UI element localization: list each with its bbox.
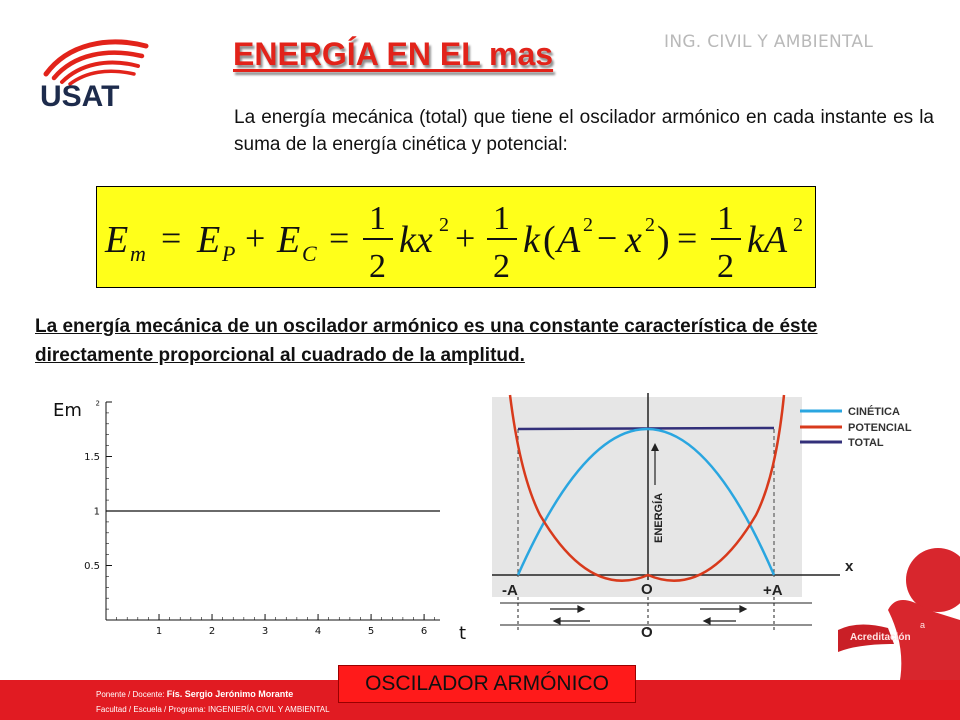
legend-kinetic: CINÉTICA — [848, 406, 900, 418]
mascot-text-a: a — [920, 620, 926, 630]
energy-axis-label: ENERGÍA — [653, 492, 665, 543]
svg-text:2: 2 — [369, 248, 386, 285]
svg-text:E: E — [105, 219, 129, 261]
svg-text:2: 2 — [793, 214, 803, 236]
position-axis-label: x — [845, 558, 854, 575]
svg-text:(: ( — [543, 219, 556, 261]
svg-text:2: 2 — [583, 214, 593, 236]
department-label: ING. CIVIL Y AMBIENTAL — [664, 32, 874, 52]
logo-text: USAT — [40, 80, 120, 113]
x-tick-label: 1 — [155, 626, 163, 637]
tick-minus-a: -A — [502, 582, 518, 599]
svg-text:k: k — [523, 219, 540, 261]
svg-text:E: E — [197, 219, 221, 261]
svg-text:x: x — [625, 219, 642, 261]
svg-text:2: 2 — [717, 248, 734, 285]
svg-text:A: A — [557, 219, 581, 261]
y-tick-label: 1 — [93, 506, 100, 518]
svg-text:=: = — [677, 218, 698, 258]
svg-text:m: m — [130, 241, 146, 266]
svg-text:−: − — [597, 218, 618, 258]
tick-origin: O — [641, 581, 653, 598]
oscillator-label: OSCILADOR ARMÓNICO — [338, 665, 636, 703]
y-tick-label: 0.5 — [84, 561, 100, 572]
svg-text:kx: kx — [399, 219, 433, 261]
x-tick-label: 4 — [314, 626, 322, 637]
page-title: ENERGÍA EN EL mas — [233, 36, 554, 72]
presenter-label: Ponente / Docente: — [96, 690, 165, 699]
svg-text:C: C — [302, 241, 317, 266]
x-tick-label: 6 — [420, 626, 428, 637]
legend-potential: POTENCIAL — [848, 422, 912, 434]
svg-text:1: 1 — [717, 200, 734, 237]
key-statement: La energía mecánica de un oscilador armónico es una constante característica de éste directamente proporcional al cuadrado de la amplitud. — [35, 316, 818, 366]
mascot-text-acreditacion: Acreditación — [850, 632, 911, 643]
usat-logo — [38, 34, 158, 114]
svg-text:=: = — [161, 218, 182, 258]
x-tick-label: 2 — [208, 626, 216, 637]
x-axis-label: t — [459, 623, 467, 644]
faculty-line: Facultad / Escuela / Programa: INGENIERÍA CIVIL Y AMBIENTAL — [96, 705, 330, 714]
energy-time-chart — [48, 390, 478, 650]
svg-text:+: + — [245, 218, 266, 258]
tick-plus-a: +A — [763, 582, 783, 599]
y-tick-label: 2 — [95, 399, 100, 408]
x-tick-label: 5 — [367, 626, 375, 637]
svg-text:E: E — [277, 219, 301, 261]
mascot-illustration — [828, 540, 960, 690]
x-tick-label: 3 — [261, 626, 269, 637]
svg-text:kA: kA — [747, 219, 788, 261]
svg-text:2: 2 — [645, 214, 655, 236]
presenter-line — [96, 689, 293, 699]
svg-text:1: 1 — [369, 200, 386, 237]
svg-text:1: 1 — [493, 200, 510, 237]
legend-total: TOTAL — [848, 437, 884, 449]
svg-text:+: + — [455, 218, 476, 258]
intro-paragraph: La energía mecánica (total) que tiene el oscilador armónico en cada instante es la suma de la energía cinética y potencial: — [234, 107, 934, 155]
y-axis-label: Em — [53, 400, 82, 421]
y-tick-label: 1.5 — [84, 452, 100, 463]
svg-text:): ) — [657, 219, 670, 261]
energy-formula — [96, 186, 816, 288]
svg-text:=: = — [329, 218, 350, 258]
svg-text:2: 2 — [439, 214, 449, 236]
bottom-origin-label: O — [641, 624, 653, 641]
svg-text:2: 2 — [493, 248, 510, 285]
svg-text:P: P — [222, 241, 236, 266]
legend — [800, 405, 912, 449]
presenter-name: Fís. Sergio Jerónimo Morante — [166, 689, 294, 699]
